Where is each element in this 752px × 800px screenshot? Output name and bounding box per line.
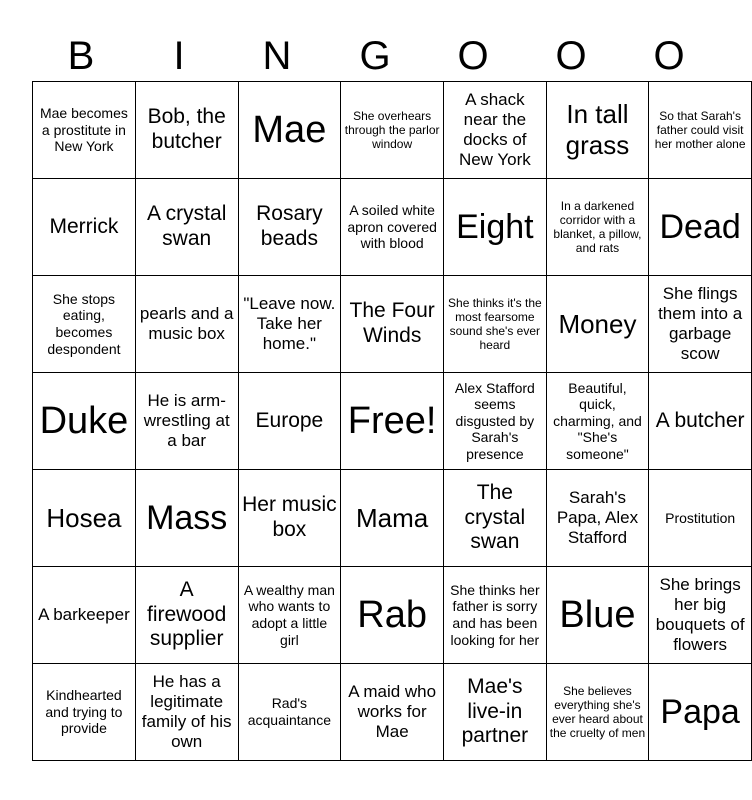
bingo-header [32, 30, 718, 82]
bingo-cell: Rab [341, 567, 444, 664]
bingo-cell: Bob, the butcher [135, 82, 238, 179]
bingo-cell: Dead [649, 179, 752, 276]
bingo-cell: Money [546, 276, 649, 373]
bingo-cell: The Four Winds [341, 276, 444, 373]
bingo-cell: pearls and a music box [135, 276, 238, 373]
bingo-cell: Mae's live-in partner [444, 664, 547, 761]
bingo-cell: A barkeeper [33, 567, 136, 664]
header-letter: G [359, 34, 391, 78]
header-letter: O [457, 34, 489, 78]
bingo-cell: Beautiful, quick, charming, and "She's someone" [546, 373, 649, 470]
header-letter: O [555, 34, 587, 78]
bingo-cell: Mama [341, 470, 444, 567]
bingo-cell: A soiled white apron covered with blood [341, 179, 444, 276]
bingo-cell: Duke [33, 373, 136, 470]
bingo-cell: She thinks her father is sorry and has been looking for her [444, 567, 547, 664]
header-letter: B [67, 34, 95, 78]
bingo-cell: In tall grass [546, 82, 649, 179]
header-letter: O [653, 34, 685, 78]
bingo-cell: So that Sarah's father could visit her mother alone [649, 82, 752, 179]
bingo-cell: "Leave now. Take her home." [238, 276, 341, 373]
bingo-cell: She believes everything she's ever heard about the cruelty of men [546, 664, 649, 761]
bingo-cell: Merrick [33, 179, 136, 276]
bingo-cell: Alex Stafford seems disgusted by Sarah's presence [444, 373, 547, 470]
bingo-cell: The crystal swan [444, 470, 547, 567]
bingo-cell: A crystal swan [135, 179, 238, 276]
board-row [33, 276, 752, 373]
bingo-cell: Kindhearted and trying to provide [33, 664, 136, 761]
board-row [33, 664, 752, 761]
bingo-cell: She brings her big bouquets of flowers [649, 567, 752, 664]
bingo-cell: Eight [444, 179, 547, 276]
bingo-cell: Mae becomes a prostitute in New York [33, 82, 136, 179]
bingo-cell: A wealthy man who wants to adopt a little girl [238, 567, 341, 664]
bingo-cell: A maid who works for Mae [341, 664, 444, 761]
bingo-cell: He is arm-wrestling at a bar [135, 373, 238, 470]
board-row [33, 179, 752, 276]
bingo-cell: Hosea [33, 470, 136, 567]
bingo-cell: Prostitution [649, 470, 752, 567]
bingo-cell: Free! [341, 373, 444, 470]
bingo-cell: He has a legitimate family of his own [135, 664, 238, 761]
bingo-cell: Rad's acquaintance [238, 664, 341, 761]
board-row [33, 567, 752, 664]
board-row [33, 82, 752, 179]
bingo-cell: Blue [546, 567, 649, 664]
bingo-cell: Her music box [238, 470, 341, 567]
header-letter: I [173, 34, 185, 78]
bingo-cell: Mass [135, 470, 238, 567]
board-row [33, 470, 752, 567]
bingo-cell: Europe [238, 373, 341, 470]
bingo-cell: Papa [649, 664, 752, 761]
bingo-cell: She thinks it's the most fearsome sound she's ever heard [444, 276, 547, 373]
bingo-cell: She overhears through the parlor window [341, 82, 444, 179]
bingo-cell: She flings them into a garbage scow [649, 276, 752, 373]
bingo-cell: Mae [238, 82, 341, 179]
bingo-cell: Rosary beads [238, 179, 341, 276]
bingo-cell: A shack near the docks of New York [444, 82, 547, 179]
bingo-cell: A butcher [649, 373, 752, 470]
header-letter: N [262, 34, 292, 78]
bingo-board [32, 81, 752, 761]
bingo-cell: In a darkened corridor with a blanket, a pillow, and rats [546, 179, 649, 276]
board-row [33, 373, 752, 470]
bingo-cell: A firewood supplier [135, 567, 238, 664]
bingo-cell: She stops eating, becomes despondent [33, 276, 136, 373]
bingo-cell: Sarah's Papa, Alex Stafford [546, 470, 649, 567]
